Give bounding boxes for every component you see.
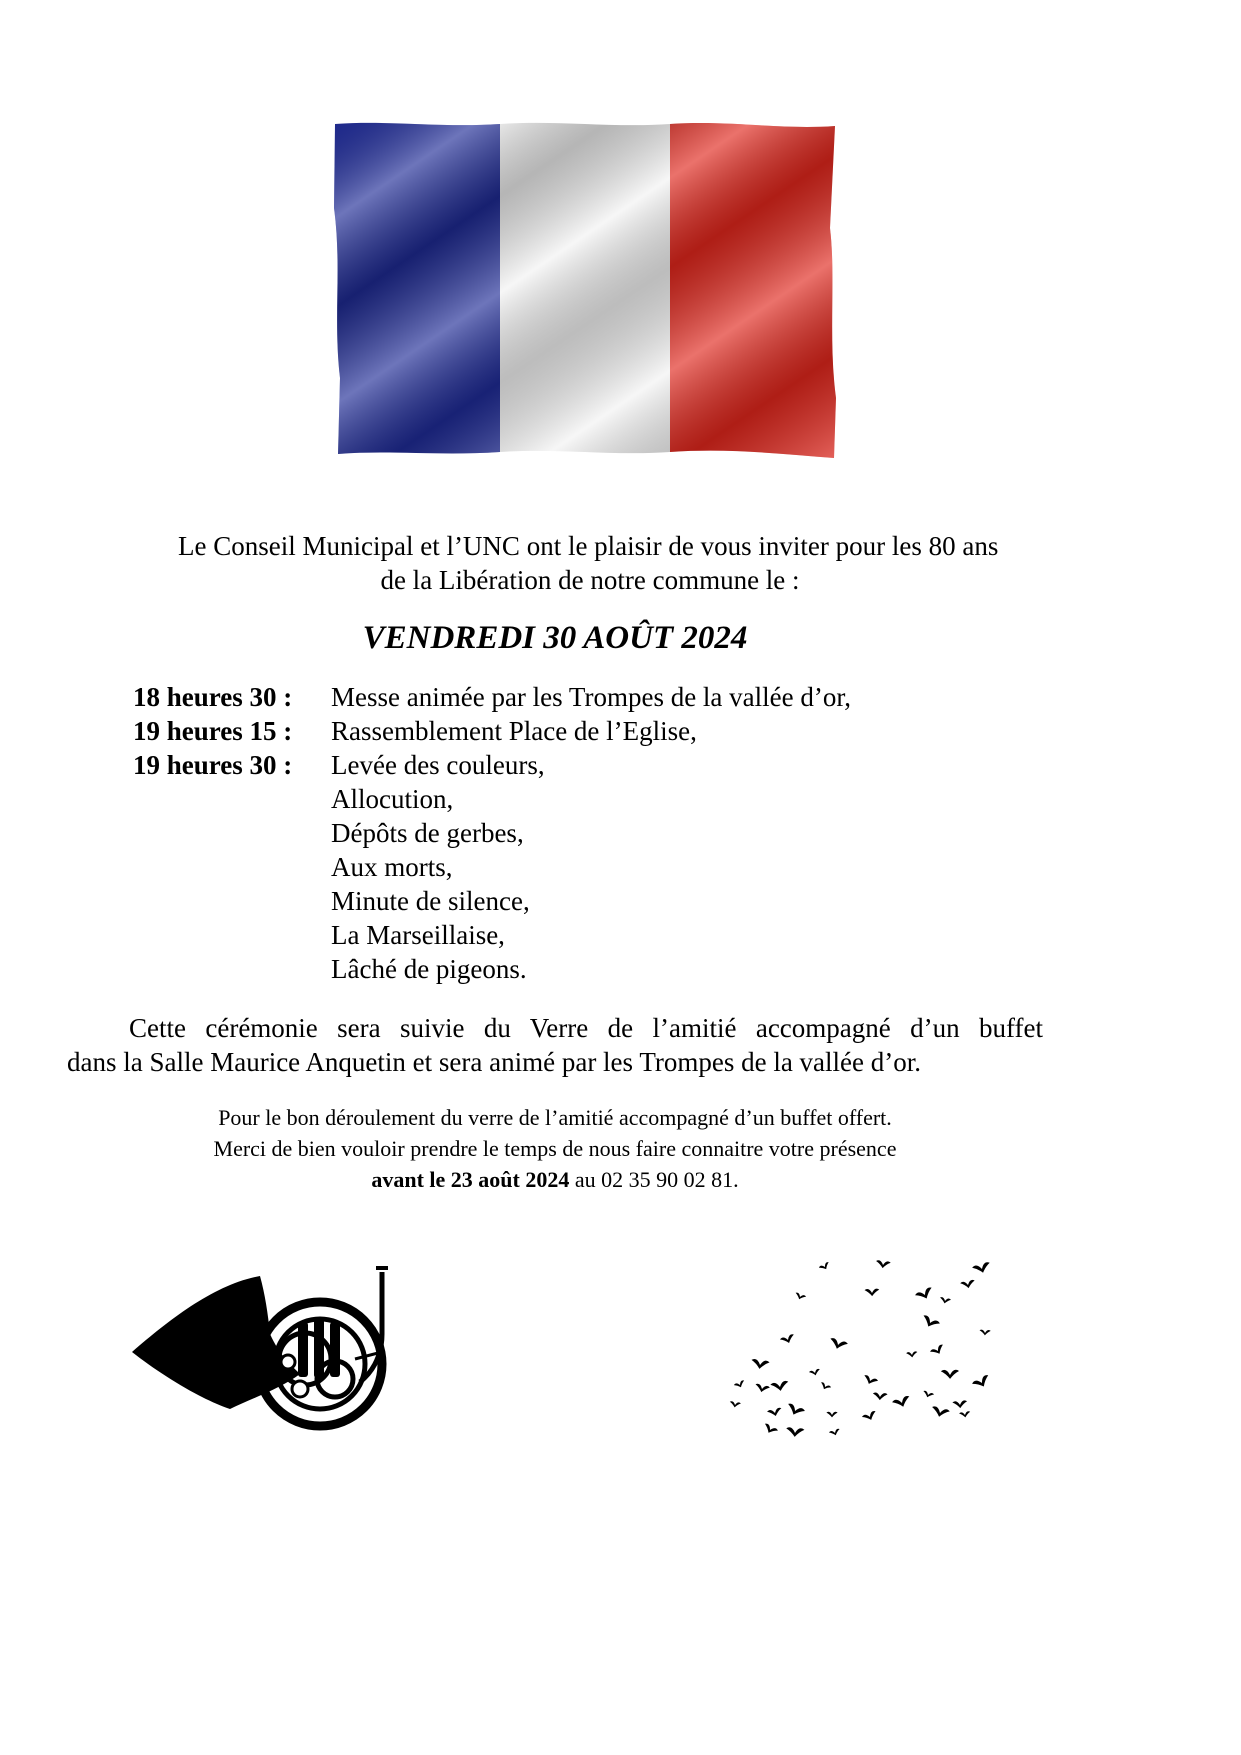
pigeon-icon bbox=[952, 1400, 967, 1409]
pigeon-icon bbox=[786, 1427, 805, 1438]
pigeon-icon bbox=[734, 1380, 747, 1390]
pigeon-icon bbox=[862, 1374, 878, 1386]
pigeon-icon bbox=[875, 1260, 890, 1269]
pigeon-icon bbox=[780, 1334, 796, 1346]
pigeon-icon bbox=[829, 1428, 841, 1437]
ceremony-paragraph-line-2: dans la Salle Maurice Anquetin et sera animé par les Trompes de la vallée d’or. bbox=[67, 1047, 922, 1077]
schedule-time: 19 heures 15 : bbox=[133, 716, 293, 746]
pigeon-icon bbox=[930, 1406, 950, 1419]
rsvp-deadline: avant le 23 août 2024 bbox=[371, 1167, 570, 1192]
rsvp-note-line-3 bbox=[0, 1165, 1110, 1194]
pigeon-icon bbox=[972, 1374, 992, 1391]
schedule-item: Minute de silence, bbox=[331, 886, 530, 916]
rsvp-note-line-2: Merci de bien vouloir prendre le temps de nous faire connaitre votre présence bbox=[213, 1136, 897, 1161]
pigeon-icon bbox=[819, 1261, 831, 1271]
rsvp-note-line-1: Pour le bon déroulement du verre de l’amitié accompagné d’un buffet offert. bbox=[218, 1105, 892, 1130]
schedule-item: Dépôts de gerbes, bbox=[331, 818, 524, 848]
pigeon-icon bbox=[754, 1383, 770, 1393]
pigeon-icon bbox=[972, 1261, 992, 1275]
flying-pigeons-icon bbox=[720, 1255, 1005, 1440]
pigeon-icon bbox=[826, 1412, 837, 1418]
pigeon-icon bbox=[828, 1337, 848, 1351]
pigeon-icon bbox=[922, 1390, 934, 1399]
intro-line-1: Le Conseil Municipal et l’UNC ont le plaisir de vous inviter pour les 80 ans bbox=[178, 531, 999, 561]
schedule-item: Rassemblement Place de l’Eglise, bbox=[331, 716, 697, 746]
schedule-item: Messe animée par les Trompes de la vallée d’or, bbox=[331, 682, 852, 712]
schedule-item: La Marseillaise, bbox=[331, 920, 505, 950]
pigeon-icon bbox=[809, 1368, 821, 1376]
event-date: VENDREDI 30 AOÛT 2024 bbox=[362, 620, 748, 656]
pigeon-icon bbox=[729, 1401, 741, 1408]
schedule-item: Aux morts, bbox=[331, 852, 453, 882]
schedule-time: 18 heures 30 : bbox=[133, 682, 293, 712]
schedule-row bbox=[133, 714, 851, 748]
pigeon-icon bbox=[862, 1410, 878, 1423]
pigeon-icon bbox=[794, 1292, 806, 1301]
pigeon-icon bbox=[915, 1286, 935, 1302]
pigeon-icon bbox=[979, 1330, 990, 1336]
pigeon-icon bbox=[762, 1423, 778, 1436]
pigeon-icon bbox=[872, 1392, 887, 1400]
french-flag-icon bbox=[330, 118, 840, 463]
pigeon-icon bbox=[960, 1279, 976, 1289]
ceremony-paragraph-line-1: Cette cérémonie sera suivie du Verre de l’amitié accompagné d’un buffet bbox=[129, 1013, 1043, 1043]
pigeon-icon bbox=[892, 1395, 912, 1410]
pigeon-icon bbox=[959, 1411, 971, 1418]
rsvp-phone: au 02 35 90 02 81. bbox=[569, 1167, 739, 1192]
schedule-item: Allocution, bbox=[331, 784, 454, 814]
schedule-item: Lâché de pigeons. bbox=[331, 954, 527, 984]
pigeon-icon bbox=[819, 1382, 832, 1392]
pigeon-icon bbox=[941, 1370, 959, 1379]
schedule bbox=[133, 680, 851, 986]
pigeon-icon bbox=[865, 1289, 880, 1297]
schedule-row bbox=[133, 748, 851, 986]
schedule-item: Levée des couleurs, bbox=[331, 750, 545, 780]
pigeon-icon bbox=[920, 1314, 940, 1330]
schedule-time: 19 heures 30 : bbox=[133, 750, 293, 780]
pigeon-icon bbox=[767, 1407, 783, 1418]
schedule-row bbox=[133, 680, 851, 714]
pigeon-icon bbox=[785, 1403, 805, 1418]
pigeon-icon bbox=[906, 1351, 918, 1358]
pigeon-icon bbox=[930, 1344, 946, 1358]
pigeon-icon bbox=[750, 1359, 769, 1371]
pigeon-icon bbox=[939, 1297, 951, 1305]
pigeon-icon bbox=[770, 1380, 790, 1392]
french-horn-icon bbox=[130, 1264, 395, 1439]
intro-line-2: de la Libération de notre commune le : bbox=[380, 565, 800, 595]
